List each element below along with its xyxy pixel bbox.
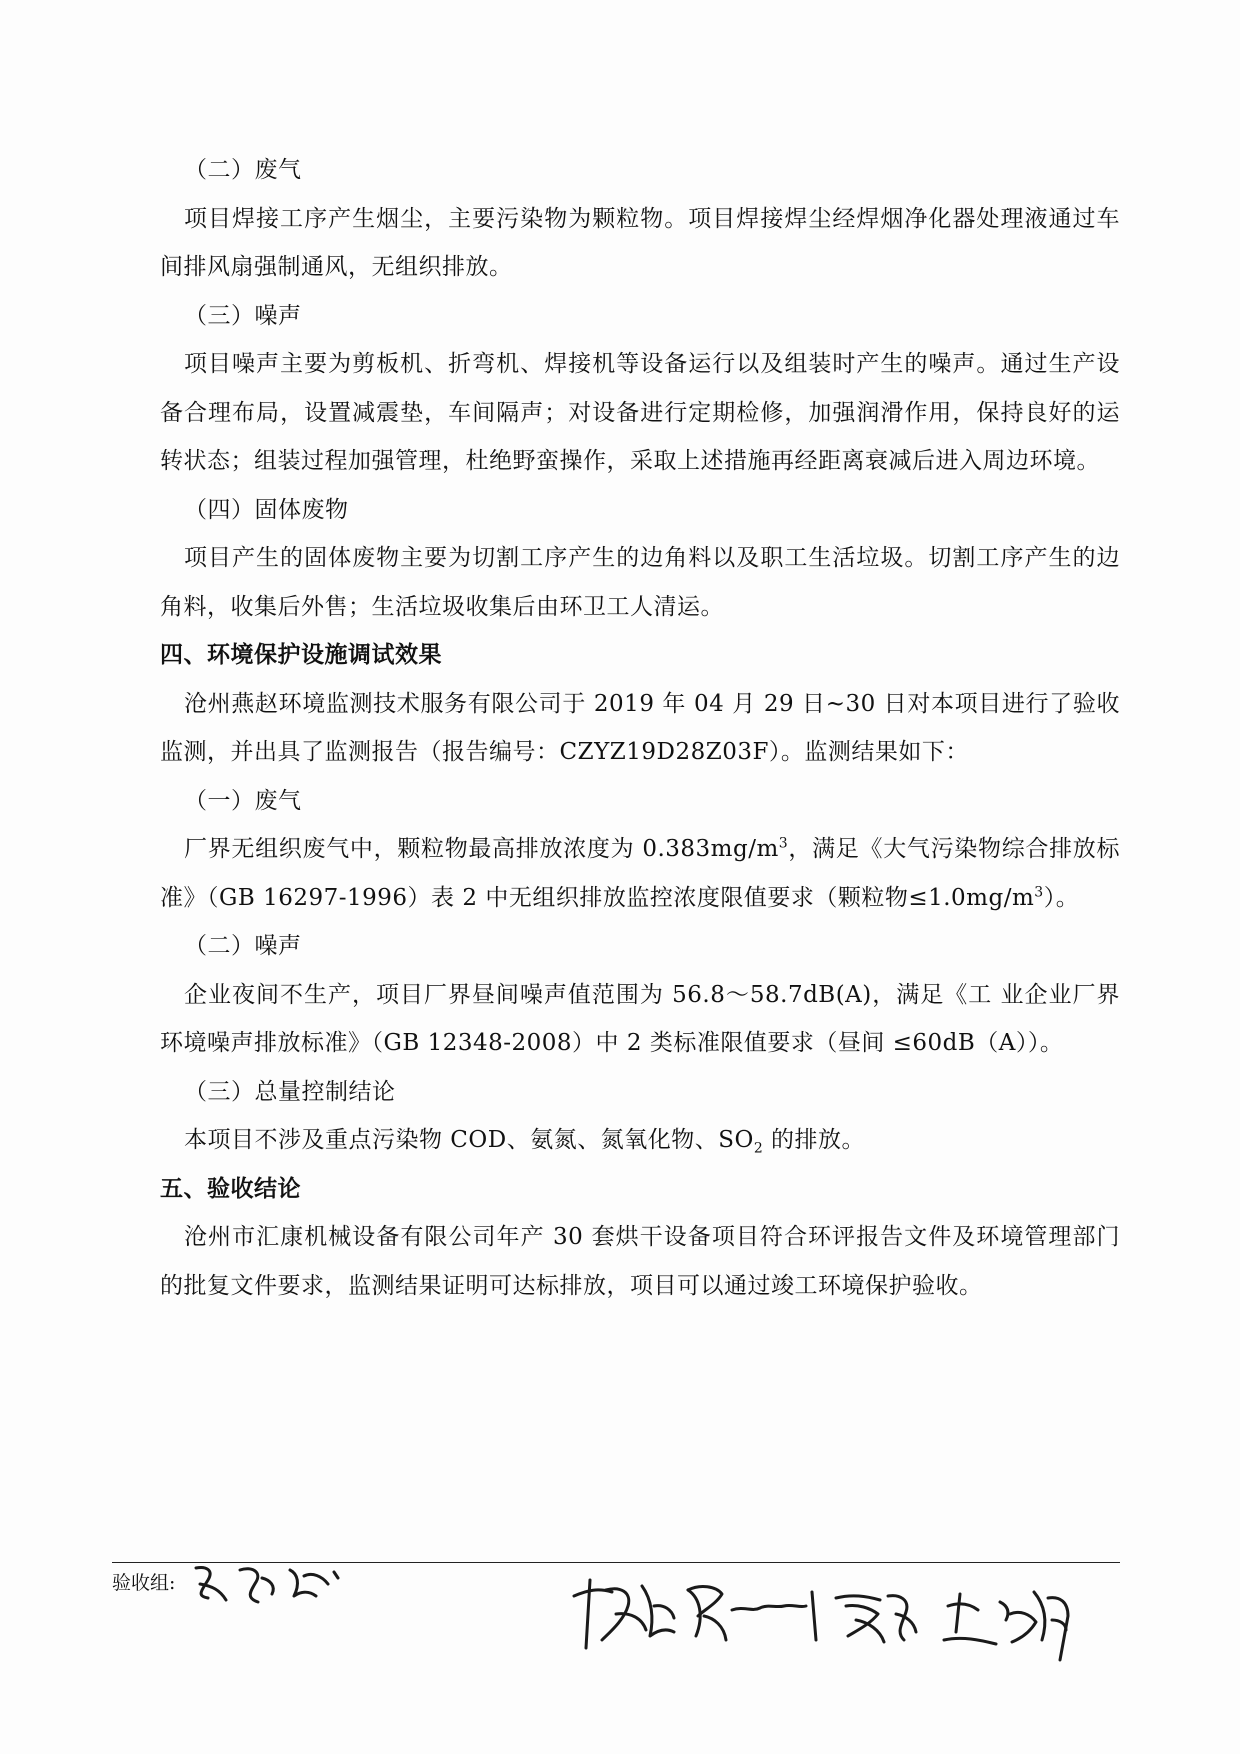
total-control-text-b: 的排放。: [763, 1127, 866, 1153]
result-heading-total-control: （三）总量控制结论: [184, 1078, 396, 1105]
result-heading-waste-gas: （一）废气: [184, 787, 302, 814]
paragraph-waste-gas: 项目焊接工序产生烟尘，主要污染物为颗粒物。项目焊接焊尘经焊烟净化器处理液通过车间排风扇强制通风，无组织排放。: [160, 205, 1120, 280]
paragraph-monitoring-intro: 沧州燕赵环境监测技术服务有限公司于 2019 年 04 月 29 日~30 日对本项目进行了验收监测，并出具了监测报告（报告编号：CZYZ19D28Z03F）。监测结果如下：: [160, 690, 1120, 765]
subscript-2: 2: [753, 1140, 764, 1157]
result-waste-gas-text-b: ，满足《大气污染物综合排放标准》（GB 16297-1996）表 2 中无组织排放监控浓度限值要求（颗粒物≤1.0mg/m: [160, 836, 1120, 911]
signature-1: [196, 1568, 338, 1603]
paragraph-solid-waste: 项目产生的固体废物主要为切割工序产生的边角料以及职工生活垃圾。切割工序产生的边角料，收集后外售；生活垃圾收集后由环卫工人清运。: [160, 545, 1120, 620]
superscript-3-a: 3: [778, 835, 789, 852]
signature-4: [836, 1596, 916, 1642]
total-control-text-a: 本项目不涉及重点污染物 COD、氨氮、氮氧化物、SO: [184, 1127, 754, 1153]
signature-2: [574, 1580, 700, 1648]
signature-3: [688, 1587, 816, 1640]
section-heading-waste-gas: （二）废气: [184, 157, 302, 183]
section-heading-conclusion: 五、验收结论: [160, 1174, 301, 1202]
paragraph-conclusion: 沧州市汇康机械设备有限公司年产 30 套烘干设备项目符合环评报告文件及环境管理部门的批复文件要求，监测结果证明可达标排放，项目可以通过竣工环境保护验收。: [160, 1224, 1120, 1299]
result-waste-gas-text-a: 厂界无组织废气中，颗粒物最高排放浓度为 0.383mg/m: [184, 836, 779, 862]
result-waste-gas-text-c: ）。: [1043, 884, 1080, 911]
paragraph-result-noise: 企业夜间不生产，项目厂界昼间噪声值范围为 56.8～58.7dB(A)，满足《工 业企业厂界环境噪声排放标准》（GB 12348-2008）中 2 类标准限值要求（昼间 ≤60dB（A））。: [160, 981, 1120, 1056]
section-heading-noise: （三）噪声: [184, 302, 302, 329]
signature-5: [944, 1592, 1068, 1660]
section-heading-facility-results: 四、环境保护设施调试效果: [160, 641, 442, 668]
result-heading-noise: （二）噪声: [184, 933, 302, 959]
section-heading-solid-waste: （四）固体废物: [184, 496, 349, 523]
superscript-3-b: 3: [1034, 883, 1044, 900]
signature-label: 验收组:: [112, 1572, 176, 1594]
paragraph-noise: 项目噪声主要为剪板机、折弯机、焊接机等设备运行以及组装时产生的噪声。通过生产设备合理布局，设置减震垫，车间隔声；对设备进行定期检修，加强润滑作用，保持良好的运转状态；组装过程加强管理，杜绝野蛮操作，采取上述措施再经距离衰减后进入周边环境。: [160, 351, 1120, 474]
